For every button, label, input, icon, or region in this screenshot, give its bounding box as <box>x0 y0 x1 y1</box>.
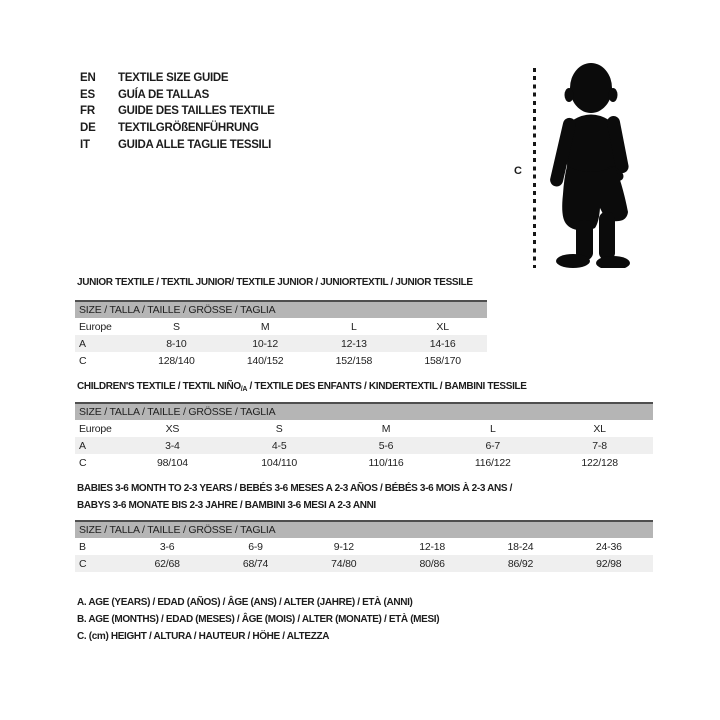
size-header: SIZE / TALLA / TAILLE / GRÖSSE / TAGLIA <box>75 403 653 420</box>
size-cell: XS <box>165 422 180 435</box>
children-section-title <box>77 378 527 396</box>
size-cell: 104/110 <box>261 456 298 469</box>
language-row <box>80 70 275 87</box>
babies-section-title <box>77 480 512 514</box>
language-row <box>80 103 275 120</box>
size-cell: M <box>381 422 391 435</box>
size-cell: 92/98 <box>565 555 653 572</box>
size-cell: 158/170 <box>424 354 461 367</box>
language-code: ES <box>80 88 95 101</box>
size-cell: 18-24 <box>507 540 534 553</box>
row-label: B <box>79 540 86 553</box>
size-cell: 5-6 <box>333 437 440 454</box>
language-label: GUIDA ALLE TAGLIE TESSILI <box>118 138 272 151</box>
table-row <box>75 335 487 352</box>
language-row <box>80 120 275 137</box>
size-cell: XL <box>436 320 449 333</box>
baby-silhouette <box>543 62 639 268</box>
language-row <box>80 137 275 154</box>
size-cell: 10-12 <box>221 335 310 352</box>
note-age-years: A. AGE (YEARS) / EDAD (AÑOS) / ÂGE (ANS) / ALTER (JAHRE) / ETÀ (ANNI) <box>77 597 413 608</box>
size-cell: 6-7 <box>439 437 546 454</box>
size-header: SIZE / TALLA / TAILLE / GRÖSSE / TAGLIA <box>75 521 653 538</box>
table-row <box>75 420 653 437</box>
table-header-row <box>75 521 653 538</box>
size-header: SIZE / TALLA / TAILLE / GRÖSSE / TAGLIA <box>75 301 487 318</box>
children-title-subscript: /A <box>240 386 248 393</box>
table-header-row <box>75 301 487 318</box>
language-label: GUIDE DES TAILLES TEXTILE <box>118 105 275 118</box>
note-height-cm: C. (cm) HEIGHT / ALTURA / HAUTEUR / HÖHE / ALTEZZA <box>77 631 330 642</box>
language-label: TEXTILE SIZE GUIDE <box>118 72 229 84</box>
babies-title-line2: BABYS 3-6 MONATE BIS 2-3 JAHRE / BAMBINI 3-6 MESI A 2-3 ANNI <box>77 500 376 511</box>
size-cell: 12-13 <box>310 335 399 352</box>
size-cell: L <box>489 422 496 435</box>
size-cell: 3-6 <box>159 540 175 553</box>
table-row <box>75 454 653 471</box>
children-title-post: / TEXTILE DES ENFANTS / KINDERTEXTIL / BAMBINI TESSILE <box>247 381 527 392</box>
size-cell: 62/68 <box>123 555 211 572</box>
size-cell: 24-36 <box>595 540 622 553</box>
row-label: C <box>75 555 123 572</box>
row-label: Europe <box>79 320 112 333</box>
row-label: C <box>79 456 87 469</box>
junior-size-table <box>75 300 487 369</box>
size-cell: 7-8 <box>546 437 653 454</box>
row-label: C <box>79 354 87 367</box>
size-cell: 4-5 <box>226 437 333 454</box>
size-cell: 86/92 <box>476 555 564 572</box>
children-title-pre: CHILDREN'S TEXTILE / TEXTIL NIÑO <box>77 381 241 392</box>
note-age-months: B. AGE (MONTHS) / EDAD (MESES) / ÂGE (MOIS) / ALTER (MONATE) / ETÀ (MESI) <box>77 614 440 625</box>
size-cell: M <box>260 320 270 333</box>
size-cell: 3-4 <box>119 437 226 454</box>
children-size-table <box>75 402 653 471</box>
size-cell: 116/122 <box>474 456 511 469</box>
row-label: A <box>75 335 132 352</box>
babies-size-table <box>75 520 653 572</box>
height-measure-dotted-line <box>533 68 536 268</box>
language-code: IT <box>80 138 90 151</box>
language-code: EN <box>80 72 96 84</box>
babies-title-line1: BABIES 3-6 MONTH TO 2-3 YEARS / BEBÉS 3-6 MESES A 2-3 AÑOS / BÉBÉS 3-6 MOIS À 2-3 ANS / <box>77 483 513 494</box>
size-cell: 8-10 <box>132 335 221 352</box>
size-cell: 98/104 <box>156 456 188 469</box>
size-cell: 14-16 <box>398 335 487 352</box>
language-row <box>80 87 275 104</box>
language-label: GUÍA DE TALLAS <box>118 88 209 101</box>
table-header-row <box>75 403 653 420</box>
language-code: FR <box>80 105 95 118</box>
legend-notes <box>77 594 439 645</box>
row-label: A <box>75 437 119 454</box>
size-cell: 80/86 <box>388 555 476 572</box>
size-cell: 128/140 <box>158 354 195 367</box>
size-cell: S <box>275 422 283 435</box>
table-row <box>75 318 487 335</box>
junior-section-title: JUNIOR TEXTILE / TEXTIL JUNIOR/ TEXTILE JUNIOR / JUNIORTEXTIL / JUNIOR TESSILE <box>77 277 473 288</box>
table-row <box>75 352 487 369</box>
size-cell: L <box>351 320 357 333</box>
language-list <box>80 70 275 154</box>
language-code: DE <box>80 122 96 135</box>
row-label: Europe <box>79 422 112 435</box>
size-cell: 68/74 <box>211 555 299 572</box>
size-cell: XL <box>593 422 606 435</box>
table-row <box>75 437 653 454</box>
size-cell: 110/116 <box>368 456 404 469</box>
size-cell: 9-12 <box>333 540 354 553</box>
table-row <box>75 538 653 555</box>
size-cell: 12-18 <box>419 540 446 553</box>
size-cell: S <box>172 320 180 333</box>
language-label: TEXTILGRÖßENFÜHRUNG <box>118 122 259 135</box>
size-cell: 140/152 <box>246 354 284 367</box>
size-cell: 6-9 <box>248 540 263 553</box>
table-row <box>75 555 653 572</box>
height-measure-label: C <box>514 165 522 177</box>
size-cell: 74/80 <box>300 555 388 572</box>
size-cell: 122/128 <box>581 456 618 469</box>
size-cell: 152/158 <box>335 354 373 367</box>
